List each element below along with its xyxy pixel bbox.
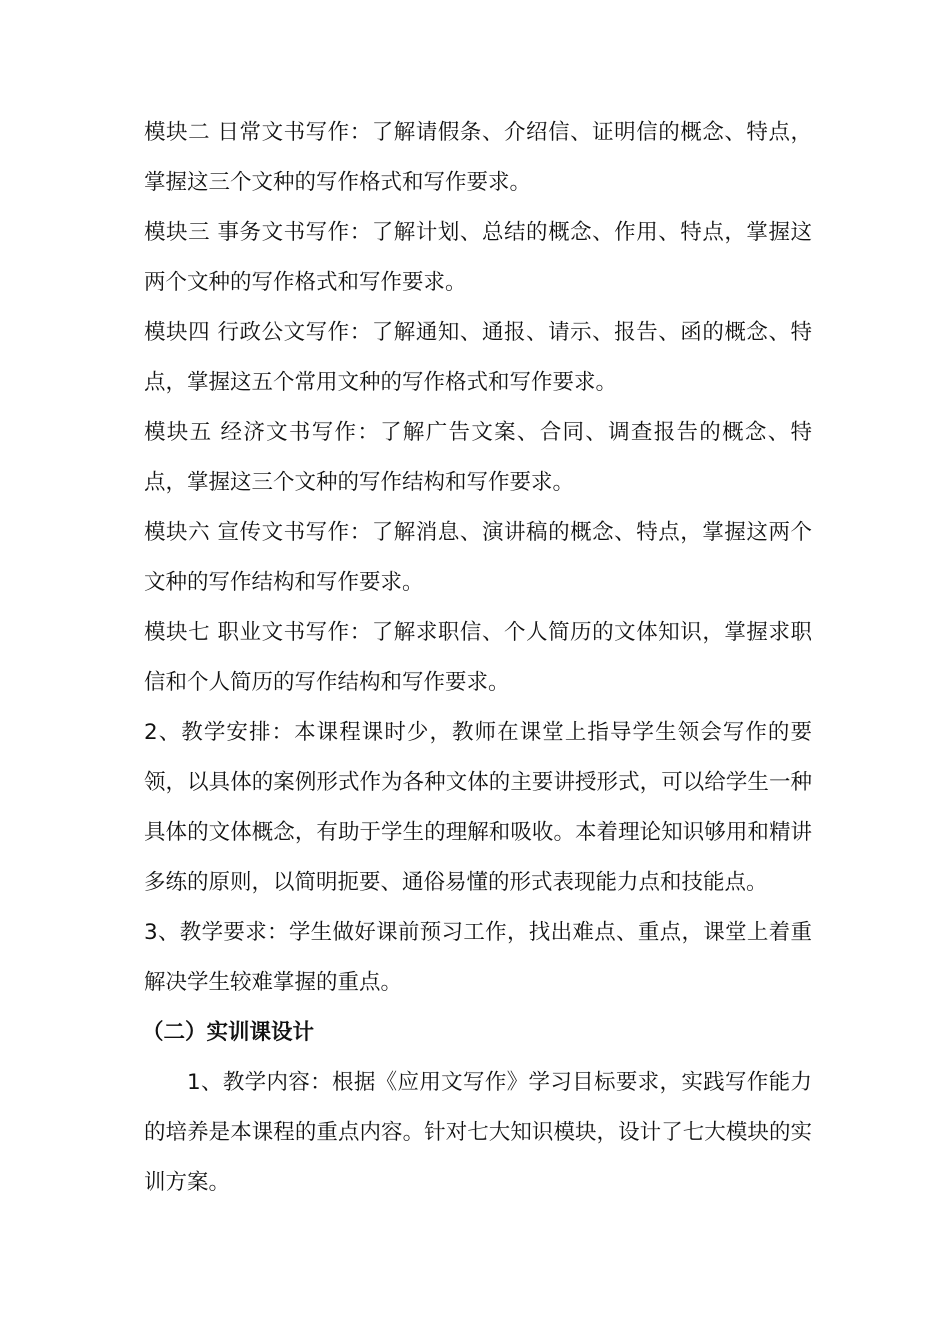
module-2-paragraph: 模块二 日常文书写作：了解请假条、介绍信、证明信的概念、特点，掌握这三个文种的写作格式和写作要求。 <box>144 120 812 195</box>
module-3-paragraph: 模块三 事务文书写作：了解计划、总结的概念、作用、特点，掌握这两个文种的写作格式和写作要求。 <box>144 220 812 295</box>
section-heading: （二）实训课设计 <box>142 1020 315 1045</box>
module-5-paragraph: 模块五 经济文书写作：了解广告文案、合同、调查报告的概念、特点，掌握这三个文种的写作结构和写作要求。 <box>144 420 812 495</box>
module-4-paragraph: 模块四 行政公文写作：了解通知、通报、请示、报告、函的概念、特点，掌握这五个常用文种的写作格式和写作要求。 <box>144 320 812 395</box>
teaching-requirements-paragraph: 3、教学要求：学生做好课前预习工作，找出难点、重点，课堂上着重解决学生较难掌握的重点。 <box>144 920 812 995</box>
module-7-paragraph: 模块七 职业文书写作：了解求职信、个人简历的文体知识，掌握求职信和个人简历的写作结构和写作要求。 <box>144 620 812 695</box>
document-body <box>144 108 812 1208</box>
teaching-arrangement-paragraph: 2、教学安排：本课程课时少，教师在课堂上指导学生领会写作的要领，以具体的案例形式作为各种文体的主要讲授形式，可以给学生一种具体的文体概念，有助于学生的理解和吸收。本着理论知识够用和精讲多练的原则，以简明扼要、通俗易懂的形式表现能力点和技能点。 <box>144 720 812 895</box>
module-6-paragraph: 模块六 宣传文书写作：了解消息、演讲稿的概念、特点，掌握这两个文种的写作结构和写作要求。 <box>144 520 812 595</box>
training-content-paragraph: 1、教学内容：根据《应用文写作》学习目标要求，实践写作能力的培养是本课程的重点内容。针对七大知识模块，设计了七大模块的实训方案。 <box>144 1070 812 1195</box>
